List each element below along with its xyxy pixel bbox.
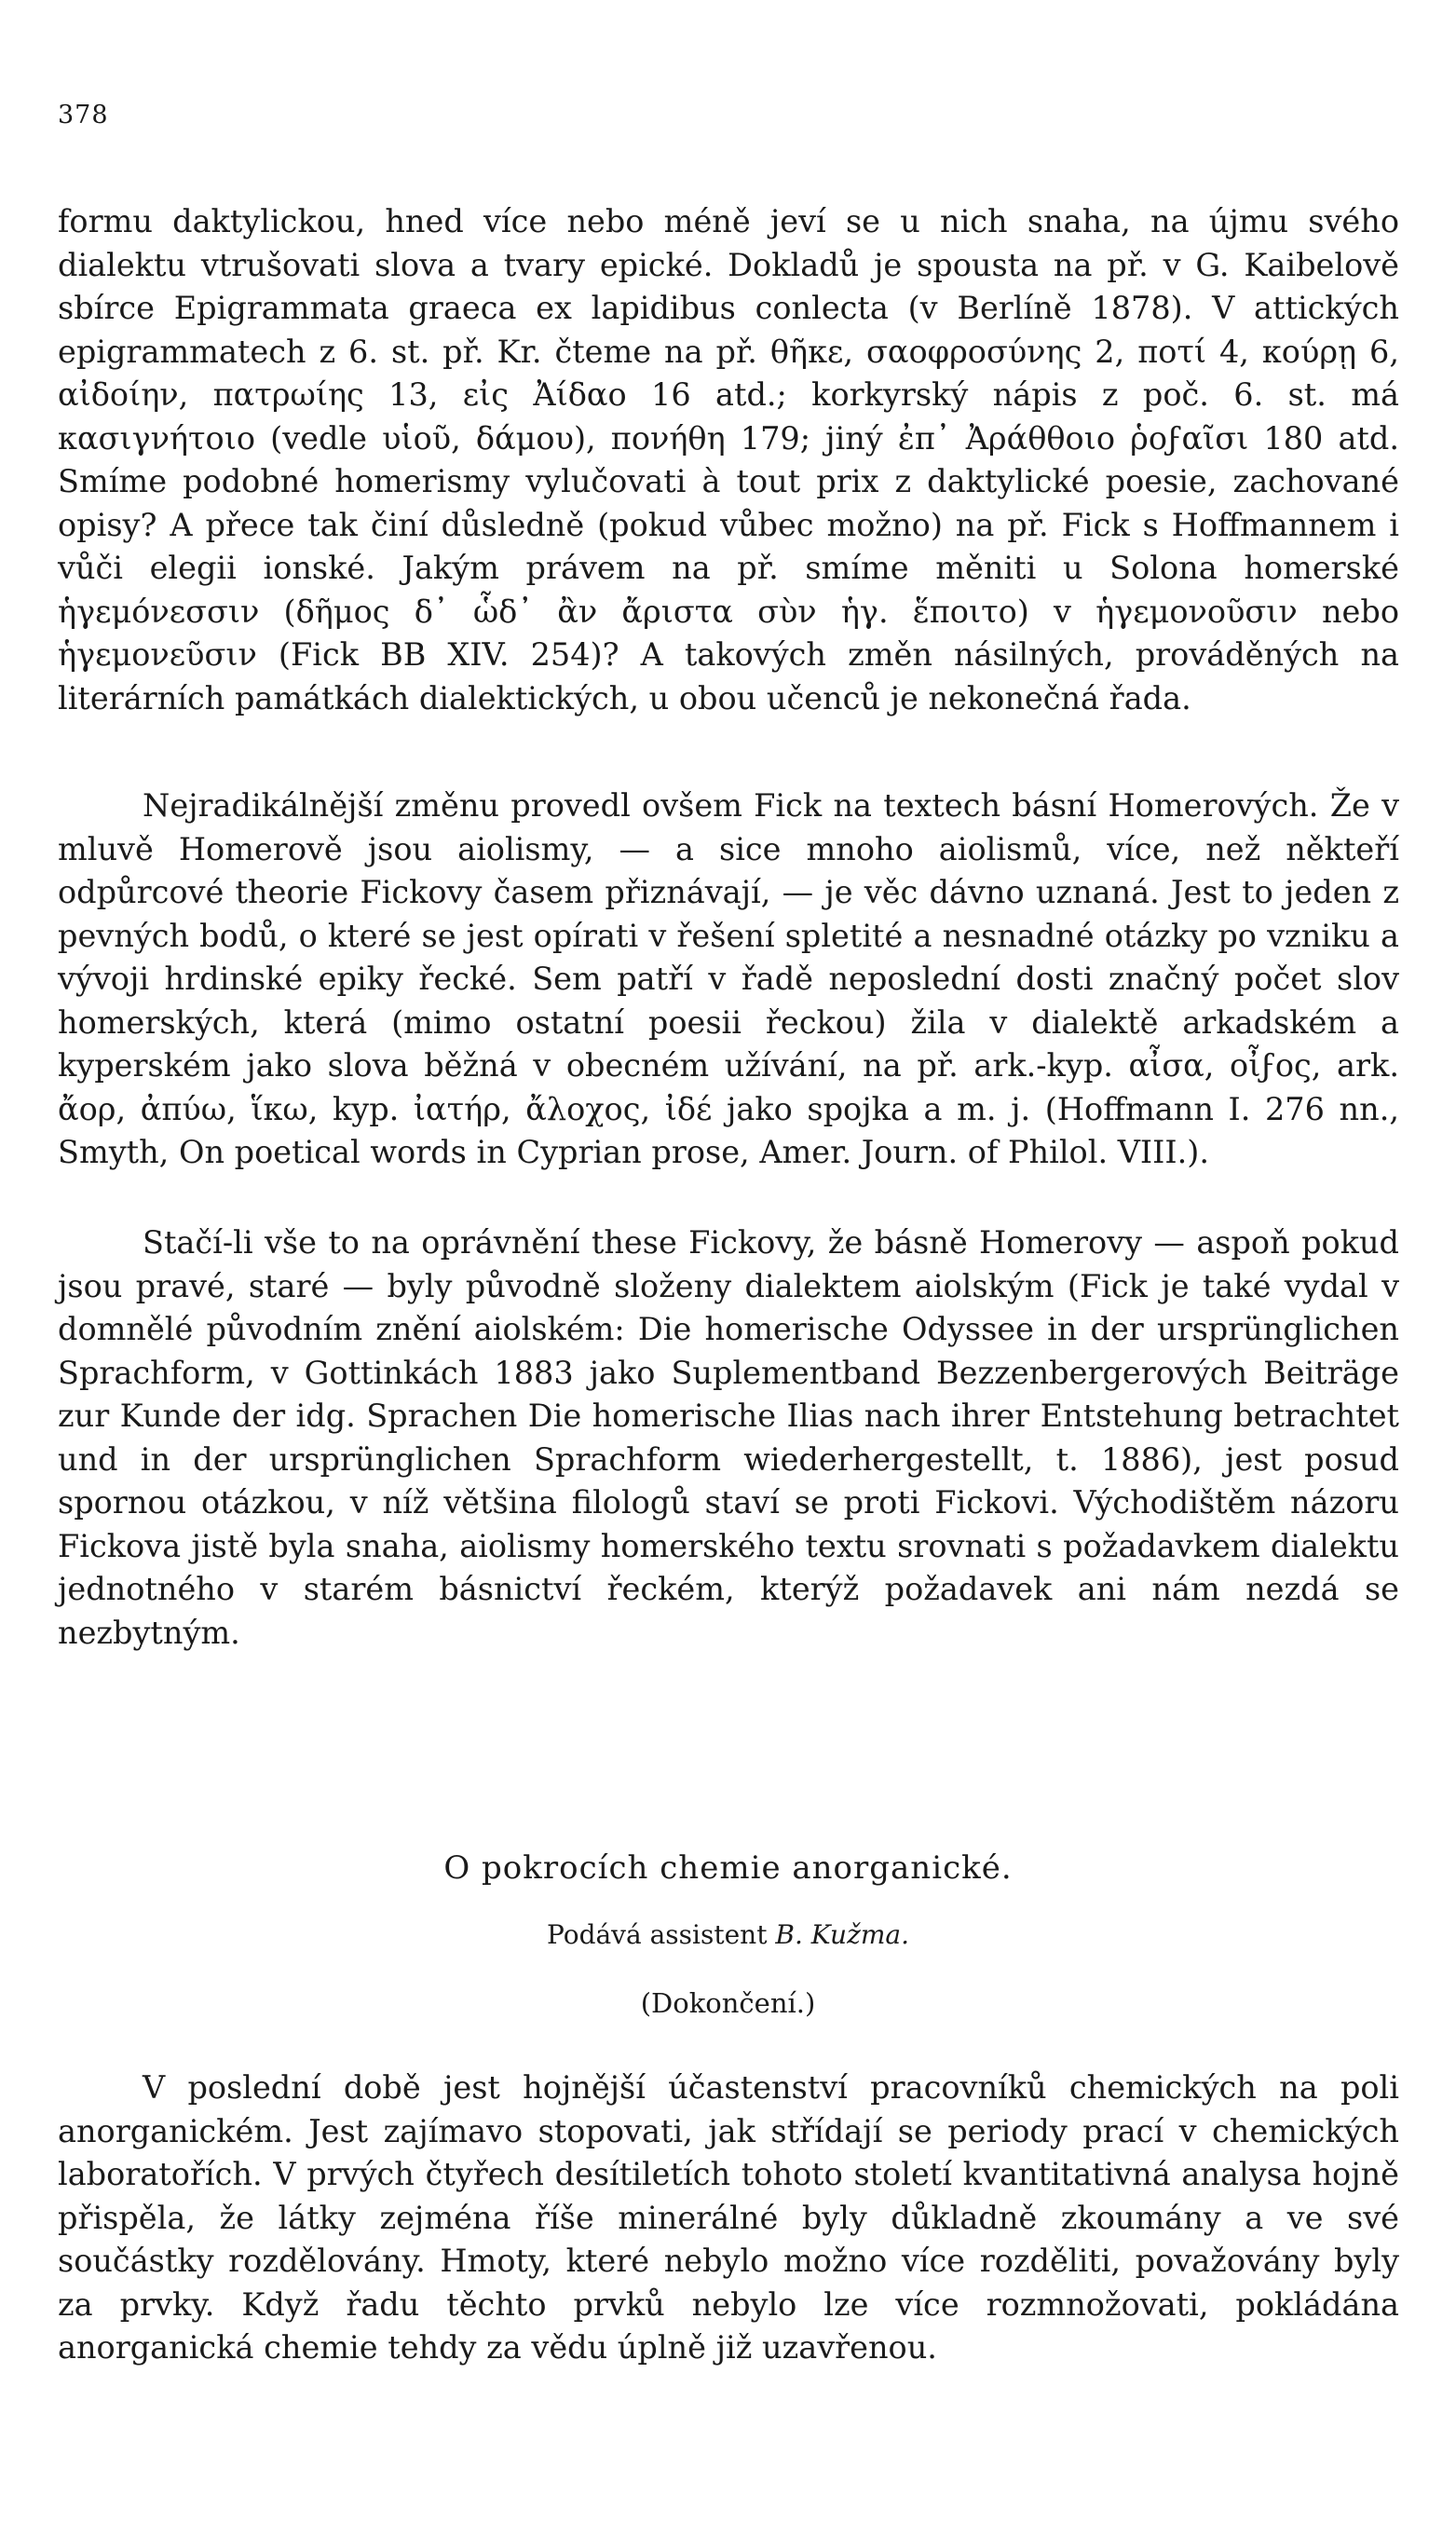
byline-prefix: Podává assistent (547, 1919, 768, 1950)
paragraph-2-container (58, 784, 1399, 1175)
page-number: 378 (58, 101, 109, 130)
paragraph-fick-homer: Nejradikálnější změnu provedl ovšem Fick na textech básní Homerových. Že v mluvě Homerově jsou aiolismy, — a sice mnoho aiolismů, více, než někteří odpůrcové theorie Fickovy časem přiznávají, — je věc dávno uznaná. Jest to jeden z pevných bodů, o které se jest opírati v řešení spletité a nesnadné otázky po vzniku a vývoji hrdinské epiky řecké. Sem patří v řadě neposlední dosti značný počet slov homerských, která (mimo ostatní poesii řeckou) žila v dialektě arkadském a kyperském jako slova běžná v obecném užívání, na př. ark.-kyp. αἶσα, οἶϝος, ark. ἄορ, ἀπύω, ἵκω, kyp. ἰατήρ, ἄλοχος, ἰδέ jako spojka a m. j. (Hoffmann I. 276 nn., Smyth, On poetical words in Cyprian prose, Amer. Journ. of Philol. VIII.). (58, 787, 1399, 1170)
paragraph-anorganicka-chemie: V poslední době jest hojnější účastenství pracovníků chemických na poli anorganickém. Jest zajímavo stopovati, jak střídají se periody prací v chemických laboratořích. V prvých čtyřech desítiletích tohoto století kvantitativná analysa hojně přispěla, že látky zejména říše minerálné byly důkladně zkoumány a ve své součástky rozdělovány. Hmoty, které nebylo možno více rozděliti, považovány byly za prvky. Když řadu těchto prvků nebylo lze více rozmnožovati, pokládána anorganická chemie tehdy za vědu úplně již uzavřenou. (58, 2069, 1399, 2366)
paragraph-4-container (58, 2066, 1399, 2370)
paragraph-daktylicka-forma: formu daktylickou, hned více nebo méně jeví se u nich snaha, na újmu svého dialektu vtrušovati slova a tvary epické. Dokladů je spousta na př. v G. Kaibelově sbírce Epigrammata graeca ex lapidibus conlecta (v Berlíně 1878). V attických epigrammatech z 6. st. př. Kr. čteme na př. θῆκε, σαοφροσύνης 2, ποτί 4, κούρῃ 6, αἰδοίην, πατρωίης 13, εἰς Ἀίδαο 16 atd.; korkyrský nápis z poč. 6. st. má κασιγνήτοιο (vedle υἱοῦ, δάμου), πονήθη 179; jiný ἐπ᾽ Ἀράθθοιο ῥοϝαῖσι 180 atd. Smíme podobné homerismy vylučovati à tout prix z daktylické poesie, zachované opisy? A přece tak činí důsledně (pokud vůbec možno) na př. Fick s Hoffmannem i vůči elegii ionské. Jakým právem na př. smíme měniti u Solona homerské ἡγεμόνεσσιν (δῆμος δ᾽ ὧδ᾽ ἂν ἄριστα σὺν ἡγ. ἕποιτο) v ἡγεμονοῦσιν nebo ἡγεμονεῦσιν (Fick BB XIV. 254)? A takových změn násilných, prováděných na literárních památkách dialektických, u obou učenců je nekonečná řada. (58, 203, 1399, 716)
paragraph-3-container (58, 1221, 1399, 1655)
continued-label: (Dokončení.) (640, 1987, 816, 2019)
byline-author: B. Kužma. (775, 1919, 909, 1950)
paragraph-1-container (58, 200, 1399, 720)
paragraph-these-fickovy: Stačí-li vše to na oprávnění these Fickovy, že básně Homerovy — aspoň pokud jsou pravé, staré — byly původně složeny dialektem aiolským (Fick je také vydal v domnělé původním znění aiolském: Die homerische Odyssee in der ursprünglichen Sprachform, v Gottinkách 1883 jako Suplementband Bezzenbergerových Beiträge zur Kunde der idg. Sprachen Die homerische Ilias nach ihrer Entstehung betrachtet und in der ursprünglichen Sprachform wiederhergestellt, t. 1886), jest posud spornou otázkou, v níž většina filologů staví se proti Fickovi. Východištěm názoru Fickova jistě byla snaha, aiolismy homerského textu srovnati s požadavkem dialektu jednotného v starém básnictví řeckém, kterýž požadavek ani nám nezdá se nezbytným. (58, 1224, 1399, 1651)
byline (0, 1919, 1456, 1950)
article-title: O pokrocích chemie anorganické. (443, 1849, 1013, 1887)
